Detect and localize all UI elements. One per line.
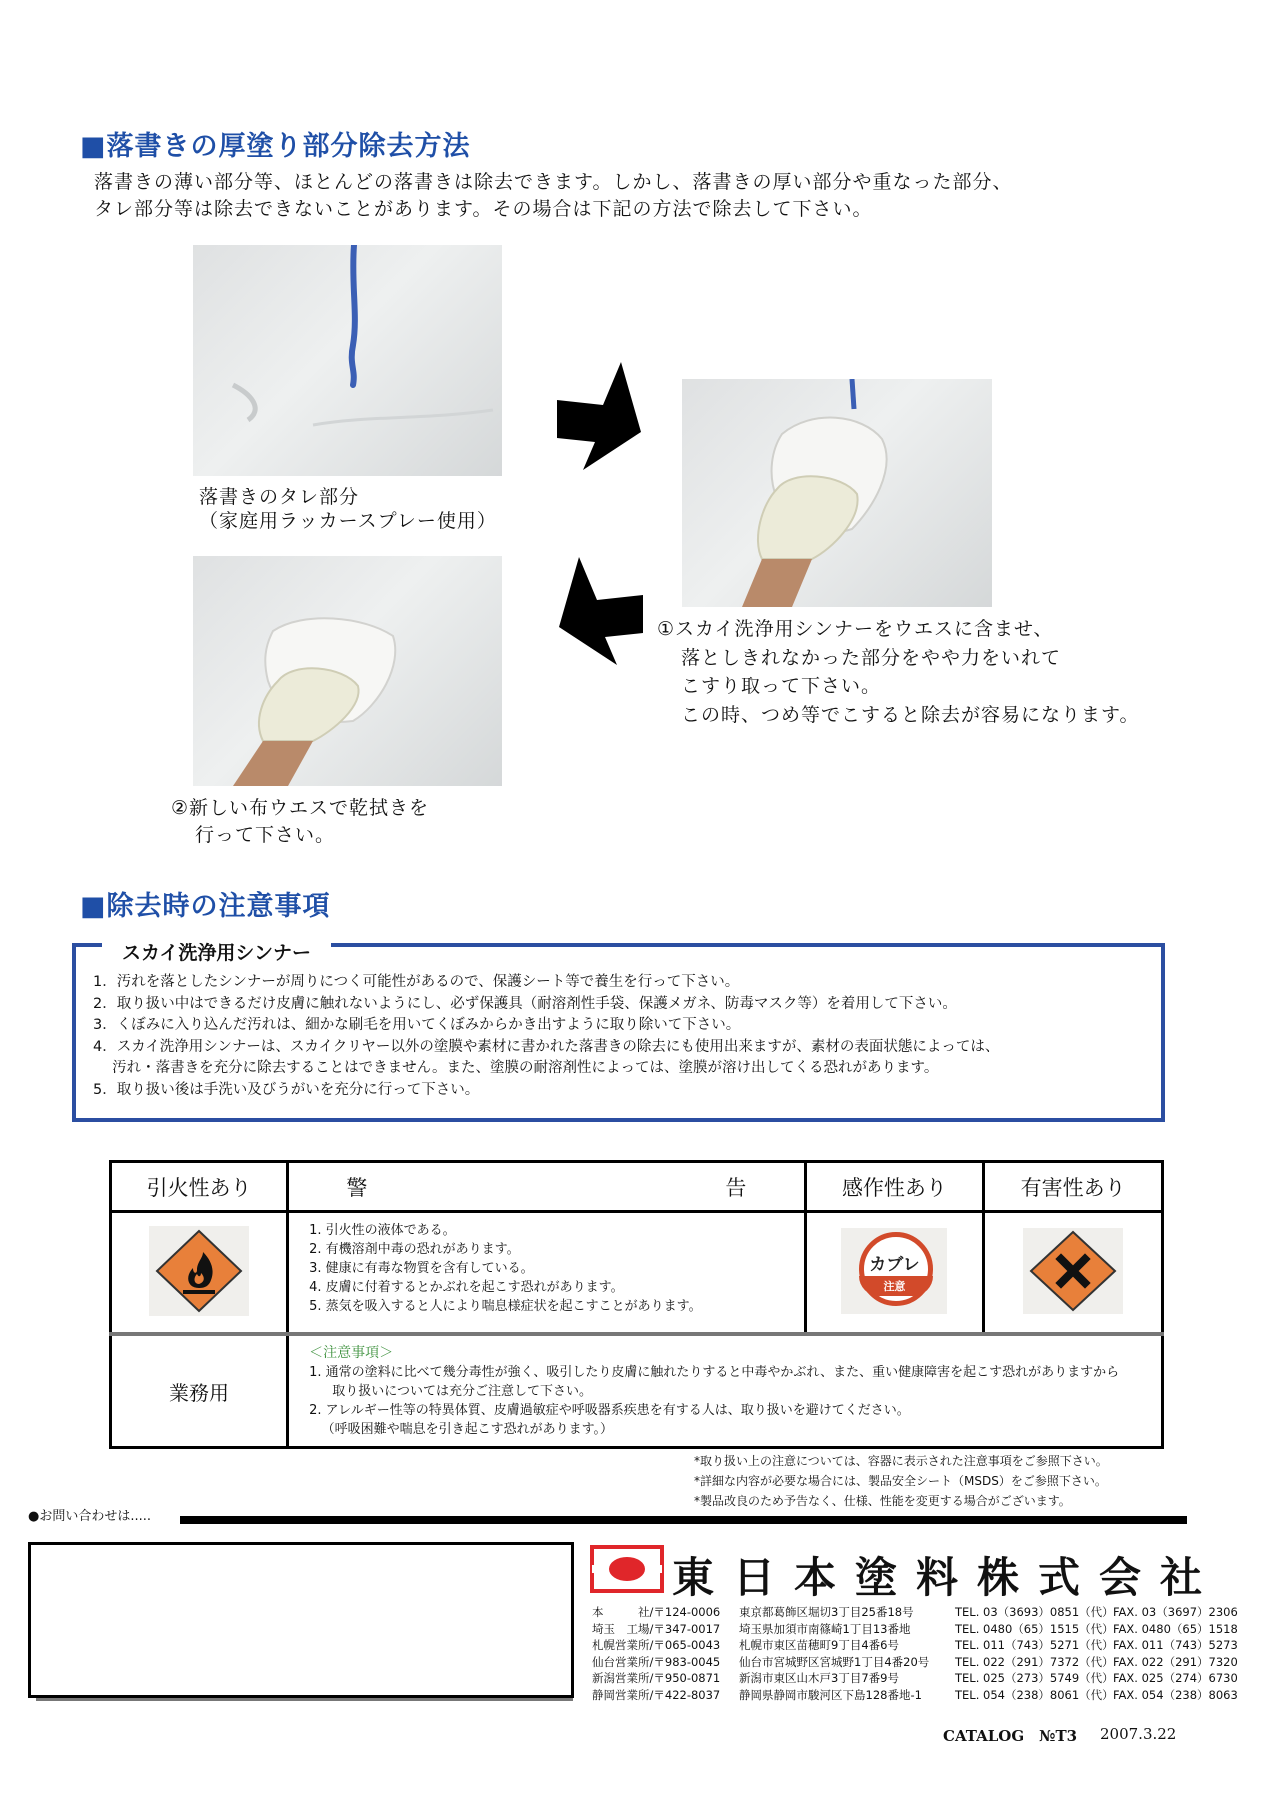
- catalog-date: 2007.3.22: [1100, 1725, 1177, 1743]
- company-name: 東日本塗料株式会社: [672, 1553, 1222, 1602]
- office-address: 新潟市東区山木戸3丁目7番9号: [739, 1671, 899, 1685]
- hazard-header-warning: [288, 1162, 806, 1212]
- caption-graffiti-drip: [199, 485, 497, 533]
- office-row: [592, 1670, 1238, 1687]
- photo-graffiti-drip: [193, 245, 502, 476]
- intro-line: タレ部分等は除去できないことがあります。その場合は下記の方法で除去して下さい。: [94, 198, 873, 220]
- caption-line: （家庭用ラッカースプレー使用）: [199, 510, 497, 532]
- office-tel: TEL. 0480（65）1515（代）: [955, 1621, 1114, 1636]
- footnote: *製品改良のため予告なく、仕様、性能を変更する場合がございます。: [694, 1494, 1071, 1508]
- precaution-item: 1．汚れを落としたシンナーが周りにつく可能性があるので、保護シート等で養生を行って下さい。: [93, 974, 740, 990]
- office-address: 埼玉県加須市南篠崎1丁目13番地: [739, 1621, 911, 1636]
- office-row: [592, 1687, 1238, 1704]
- warning-char-right: 告: [725, 1175, 747, 1200]
- section-heading-precautions: ■除去時の注意事項: [80, 891, 331, 922]
- note-item: （呼吸困難や喘息を引き起こす恐れがあります。）: [315, 1422, 614, 1437]
- footnote: *取り扱い上の注意については、容器に表示された注意事項をご参照下さい。: [694, 1454, 1108, 1468]
- caption-line: この時、つめ等でこすると除去が容易になります。: [681, 703, 1140, 726]
- caption-line: 行って下さい。: [195, 824, 336, 846]
- kabure-sub-label: 注意: [883, 1279, 906, 1293]
- precaution-item: 2．取り扱い中はできるだけ皮膚に触れないようにし、必ず保護具（耐溶剤性手袋、保護メガネ、防毒マスク等）を着用して下さい。: [93, 995, 957, 1012]
- harmful-cell: [984, 1212, 1163, 1335]
- office-fax: FAX. 054（238）8063: [1113, 1687, 1238, 1702]
- office-fax: FAX. 022（291）7320: [1113, 1654, 1238, 1669]
- office-tel: TEL. 025（273）5749（代）: [955, 1671, 1114, 1685]
- caption-line: ①スカイ洗浄用シンナーをウエスに含ませ、: [657, 618, 1054, 640]
- caption-step-1: [657, 615, 1139, 729]
- footnotes: [694, 1451, 1108, 1511]
- footnote: *詳細な内容が必要な場合には、製品安全シート（MSDS）をご参照下さい。: [694, 1474, 1107, 1488]
- note-item: 2. アレルギー性等の特異体質、皮膚過敏症や呼吸器系疾患を有する人は、取り扱いを避けてください。: [309, 1403, 910, 1418]
- note-item: 取り扱いについては充分ご注意して下さい。: [315, 1384, 592, 1399]
- office-row: [592, 1621, 1238, 1638]
- intro-text: [94, 169, 1012, 223]
- caption-line: 落書きのタレ部分: [199, 486, 360, 508]
- arrow-down-left-icon: [555, 555, 645, 667]
- precaution-item: 3．くぼみに入り込んだ汚れは、細かな刷毛を用いてくぼみからかき出すように取り除いて下さい。: [93, 1017, 741, 1033]
- office-name: 仙台営業所/〒983-0045: [592, 1654, 721, 1669]
- office-tel: TEL. 03（3693）0851（代）: [955, 1605, 1114, 1619]
- contact-label: ●お問い合わせは.....: [28, 1509, 152, 1524]
- flammable-icon: [149, 1226, 249, 1316]
- harmful-x-icon: [1023, 1228, 1123, 1314]
- business-use-cell: 業務用: [111, 1334, 288, 1448]
- office-name: 本 社/〒124-0006: [592, 1605, 721, 1619]
- notes-list: [309, 1363, 1161, 1439]
- office-tel: TEL. 011（743）5271（代）: [955, 1638, 1114, 1652]
- office-address: 静岡県静岡市駿河区下島128番地-1: [739, 1687, 922, 1702]
- warning-item: 2. 有機溶剤中毒の恐れがあります。: [309, 1242, 520, 1257]
- warning-item: 3. 健康に有毒な物質を含有している。: [309, 1261, 534, 1276]
- warning-list-cell: [288, 1212, 806, 1335]
- office-address: 東京都葛飾区堀切3丁目25番18号: [739, 1605, 914, 1619]
- warning-item: 5. 蒸気を吸入すると人により喘息様症状を起こすことがあります。: [309, 1299, 702, 1314]
- kabure-icon: [841, 1228, 947, 1314]
- photo-dry-wipe: [193, 556, 502, 786]
- precautions-list: [93, 972, 999, 1101]
- section-heading-removal-method: ■落書きの厚塗り部分除去方法: [80, 131, 471, 162]
- arrow-down-right-icon: [555, 360, 645, 472]
- warning-item: 1. 引火性の液体である。: [309, 1223, 456, 1238]
- office-name: 札幌営業所/〒065-0043: [592, 1638, 721, 1652]
- precaution-item: 4．スカイ洗浄用シンナーは、スカイクリヤー以外の塗膜や素材に書かれた落書きの除去にも使用出来ますが、素材の表面状態によっては、: [93, 1038, 1000, 1055]
- office-name: 新潟営業所/〒950-0871: [592, 1671, 721, 1685]
- hazard-header-harmful: 有害性あり: [984, 1162, 1163, 1212]
- photo-wiping-with-thinner: [682, 379, 992, 607]
- office-tel: TEL. 022（291）7372（代）: [955, 1654, 1114, 1669]
- office-row: [592, 1654, 1238, 1671]
- intro-line: 落書きの薄い部分等、ほとんどの落書きは除去できます。しかし、落書きの厚い部分や重なった部分、: [94, 171, 1013, 193]
- notes-title: ＜注意事項＞: [309, 1345, 394, 1361]
- warning-item: 4. 皮膚に付着するとかぶれを起こす恐れがあります。: [309, 1280, 624, 1295]
- office-row: [592, 1637, 1238, 1654]
- note-item: 1. 通常の塗料に比べて幾分毒性が強く、吸引したり皮膚に触れたりすると中毒やかぶれ、また、重い健康障害を起こす恐れがありますから: [309, 1365, 1120, 1380]
- caption-line: 落としきれなかった部分をやや力をいれて: [681, 646, 1062, 669]
- office-fax: FAX. 0480（65）1518: [1113, 1621, 1238, 1636]
- office-fax: FAX. 03（3697）2306: [1113, 1605, 1238, 1619]
- kabure-label: カブレ: [869, 1254, 920, 1275]
- contact-box: [28, 1542, 574, 1698]
- office-address: 仙台市宮城野区宮城野1丁目4番20号: [739, 1654, 930, 1669]
- contact-rule: [180, 1516, 1187, 1524]
- hazard-table: [109, 1160, 1164, 1449]
- office-name: 埼玉 工場/〒347-0017: [592, 1621, 721, 1636]
- office-address: 札幌市東区苗穂町9丁目4番6号: [739, 1638, 899, 1652]
- caption-line: こすり取って下さい。: [681, 675, 882, 697]
- caption-line: ②新しい布ウエスで乾拭きを: [171, 797, 430, 819]
- sensitizing-cell: [805, 1212, 984, 1335]
- office-fax: FAX. 025（274）6730: [1113, 1671, 1238, 1685]
- warning-list: [289, 1221, 804, 1316]
- caption-step-2: [171, 795, 429, 849]
- hazard-header-flammable: 引火性あり: [111, 1162, 288, 1212]
- office-tel: TEL. 054（238）8061（代）: [955, 1687, 1114, 1702]
- flammable-cell: [111, 1212, 288, 1335]
- office-list: [592, 1604, 1238, 1703]
- precaution-item: 汚れ・落書きを充分に除去することはできません。また、塗膜の耐溶剤性によっては、塗膜が溶け出してくる恐れがあります。: [93, 1060, 939, 1076]
- warning-char-left: 警: [346, 1175, 368, 1200]
- office-fax: FAX. 011（743）5273: [1113, 1638, 1238, 1652]
- notes-cell: [288, 1334, 1163, 1448]
- office-row: [592, 1604, 1238, 1621]
- office-name: 静岡営業所/〒422-8037: [592, 1687, 721, 1702]
- precaution-item: 5．取り扱い後は手洗い及びうがいを充分に行って下さい。: [93, 1081, 480, 1098]
- company-logo-icon: [590, 1545, 664, 1593]
- precautions-box-title: スカイ洗浄用シンナー: [102, 938, 331, 965]
- catalog-number: CATALOG №T3: [943, 1727, 1078, 1745]
- hazard-header-sensitizing: 感作性あり: [805, 1162, 984, 1212]
